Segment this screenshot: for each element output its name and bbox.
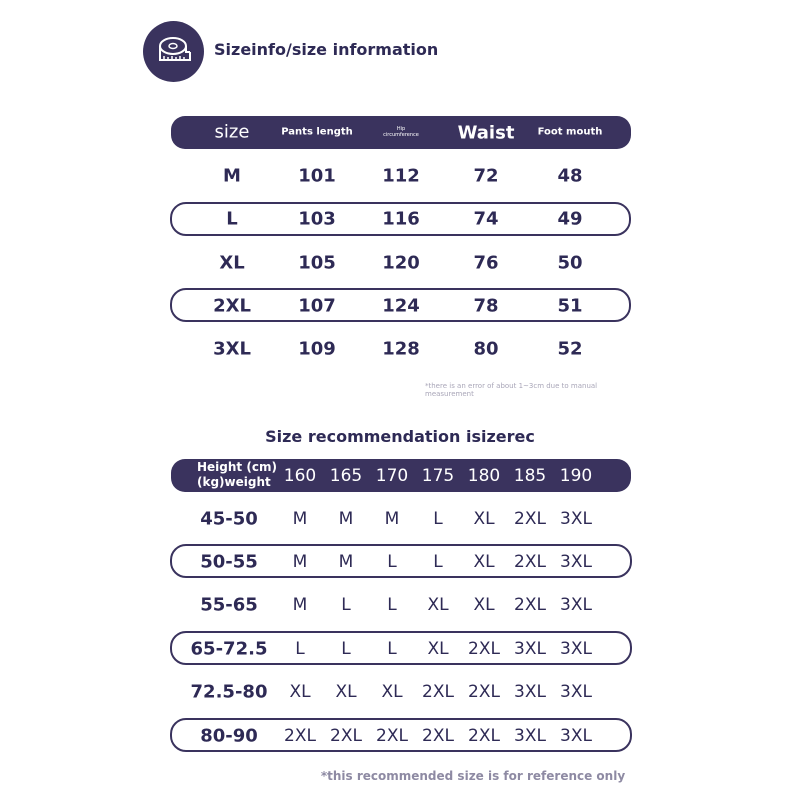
weight-range: 50-55	[200, 551, 258, 573]
table-cell: 49	[557, 208, 583, 230]
recommended-size: L	[295, 639, 305, 659]
table-cell: 124	[382, 295, 420, 317]
table-cell: 101	[298, 165, 336, 187]
header-hip-circumference: Hip circumference	[383, 126, 419, 138]
recommended-size: XL	[427, 595, 449, 615]
recommended-size: M	[338, 552, 354, 572]
recommended-size: 3XL	[514, 682, 546, 702]
reference-note: *this recommended size is for reference only	[320, 769, 626, 783]
table-cell: 107	[298, 295, 336, 317]
recommended-size: M	[292, 595, 308, 615]
table-cell: 116	[382, 208, 420, 230]
recommended-size: M	[292, 552, 308, 572]
table-cell: 51	[557, 295, 583, 317]
weight-range: 45-50	[200, 508, 258, 530]
recommended-size: 3XL	[560, 552, 592, 572]
recommended-size: L	[387, 552, 397, 572]
recommended-size: 2XL	[514, 552, 546, 572]
header-waist: Waist	[457, 122, 515, 144]
recommended-size: L	[341, 639, 351, 659]
table-cell: 120	[382, 252, 420, 274]
table-cell: 50	[557, 252, 583, 274]
recommended-size: 2XL	[468, 639, 500, 659]
table-cell: 3XL	[213, 338, 251, 360]
header-size: size	[214, 121, 250, 143]
recommended-size: XL	[335, 682, 357, 702]
recommended-size: XL	[381, 682, 403, 702]
size-table-header	[171, 116, 631, 149]
table-cell: 80	[473, 338, 499, 360]
weight-range: 55-65	[200, 594, 258, 616]
recommended-size: 3XL	[560, 509, 592, 529]
recommended-size: XL	[473, 509, 495, 529]
recommended-size: L	[387, 595, 397, 615]
recommended-size: 2XL	[330, 726, 362, 746]
tape-measure-icon	[143, 21, 204, 82]
recommended-size: 3XL	[514, 639, 546, 659]
recommended-size: 3XL	[560, 595, 592, 615]
height-header: 175	[421, 466, 455, 486]
table-cell: 48	[557, 165, 583, 187]
recommended-size: 2XL	[514, 595, 546, 615]
recommended-size: L	[341, 595, 351, 615]
height-header: 185	[513, 466, 547, 486]
recommended-size: 2XL	[376, 726, 408, 746]
height-header: 180	[467, 466, 501, 486]
weight-range: 72.5-80	[190, 681, 268, 703]
recommended-size: 2XL	[514, 509, 546, 529]
recommended-size: 3XL	[560, 682, 592, 702]
table-cell: 52	[557, 338, 583, 360]
table-cell: 105	[298, 252, 336, 274]
recommended-size: XL	[473, 595, 495, 615]
recommended-size: XL	[427, 639, 449, 659]
measurement-note: *there is an error of about 1~3cm due to manual measurement	[425, 382, 598, 398]
table-cell: XL	[219, 252, 245, 274]
recommended-size: M	[338, 509, 354, 529]
recommended-size: 2XL	[468, 726, 500, 746]
weight-range: 65-72.5	[190, 638, 268, 660]
table-cell: 78	[473, 295, 499, 317]
height-header: 165	[329, 466, 363, 486]
recommendation-title: Size recommendation isizerec	[265, 427, 535, 446]
header-foot-mouth: Foot mouth	[537, 126, 603, 138]
recommended-size: 2XL	[422, 726, 454, 746]
table-cell: 2XL	[213, 295, 251, 317]
weight-range: 80-90	[200, 725, 258, 747]
height-label: Height (cm)	[197, 460, 277, 474]
recommended-size: XL	[473, 552, 495, 572]
header-pants-length: Pants length	[281, 126, 353, 138]
height-header: 190	[559, 466, 593, 486]
recommended-size: 3XL	[514, 726, 546, 746]
height-header: 160	[283, 466, 317, 486]
height-header: 170	[375, 466, 409, 486]
table-cell: M	[223, 165, 241, 187]
table-cell: 128	[382, 338, 420, 360]
recommended-size: M	[384, 509, 400, 529]
recommended-size: 2XL	[422, 682, 454, 702]
table-cell: 103	[298, 208, 336, 230]
table-cell: 112	[382, 165, 420, 187]
recommended-size: L	[433, 509, 443, 529]
recommended-size: M	[292, 509, 308, 529]
table-cell: 74	[473, 208, 499, 230]
recommended-size: L	[387, 639, 397, 659]
recommended-size: 3XL	[560, 639, 592, 659]
weight-label: (kg)weight	[197, 475, 271, 489]
recommended-size: L	[433, 552, 443, 572]
table-cell: L	[226, 208, 238, 230]
table-cell: 76	[473, 252, 499, 274]
recommended-size: 2XL	[284, 726, 316, 746]
recommended-size: 2XL	[468, 682, 500, 702]
recommendation-corner	[197, 460, 277, 490]
table-cell: 72	[473, 165, 499, 187]
recommended-size: XL	[289, 682, 311, 702]
page-title: Sizeinfo/size information	[214, 40, 439, 59]
table-cell: 109	[298, 338, 336, 360]
recommended-size: 3XL	[560, 726, 592, 746]
